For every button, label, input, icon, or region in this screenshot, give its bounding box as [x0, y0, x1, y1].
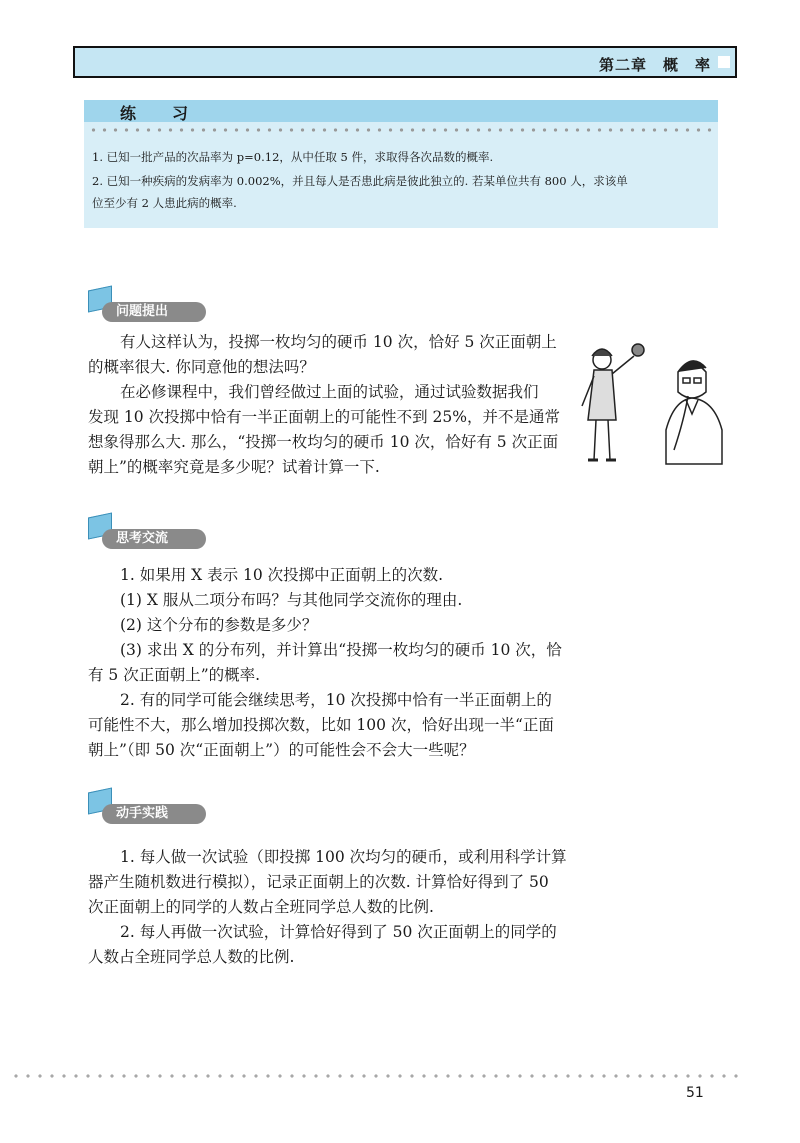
exercise-line: 2. 已知一种疾病的发病率为 0.002%，并且每人是否患此病是彼此独立的. 若某单位共有 800 人，求该单 — [92, 174, 628, 188]
paragraph-line: 发现 10 次投掷中恰有一半正面朝上的可能性不到 25%，并不是通常 — [88, 408, 560, 426]
paragraph-line: 次正面朝上的同学的人数占全班同学总人数的比例. — [88, 898, 434, 916]
exercise-title-bar — [84, 100, 718, 122]
exercise-line: 1. 已知一批产品的次品率为 p=0.12，从中任取 5 件，求取得各次品数的概率. — [92, 150, 494, 164]
paragraph-line: 有人这样认为，投掷一枚均匀的硬币 10 次，恰好 5 次正面朝上 — [120, 333, 557, 351]
paragraph-line: 1. 每人做一次试验（即投掷 100 次均匀的硬币，或利用科学计算 — [120, 848, 567, 866]
chapter-title: 第二章 概 率 — [598, 56, 711, 74]
paragraph-line: 有 5 次正面朝上”的概率. — [88, 666, 261, 684]
exercise-title: 练 习 — [120, 104, 199, 123]
exercise-box — [84, 100, 718, 228]
paragraph-line: 器产生随机数进行模拟），记录正面朝上的次数. 计算恰好得到了 50 — [88, 873, 549, 891]
paragraph-line: 想象得那么大. 那么，“投掷一枚均匀的硬币 10 次，恰好有 5 次正面 — [88, 433, 559, 451]
paragraph-line: 朝上”的概率究竟是多少呢？试着计算一下. — [88, 458, 380, 476]
paragraph-line: 2. 有的同学可能会继续思考，10 次投掷中恰有一半正面朝上的 — [120, 691, 552, 709]
section-tag-label: 思考交流 — [102, 529, 206, 549]
paragraph-line: 可能性不大，那么增加投掷次数，比如 100 次，恰好出现一半“正面 — [88, 716, 554, 734]
paragraph-line: 人数占全班同学总人数的比例. — [88, 948, 295, 966]
paragraph-line: (1) X 服从二项分布吗？与其他同学交流你的理由. — [120, 591, 463, 609]
dotted-divider — [88, 128, 714, 132]
paragraph-line: (3) 求出 X 的分布列，并计算出“投掷一枚均匀的硬币 10 次，恰 — [120, 641, 562, 659]
paragraph-line: 2. 每人再做一次试验，计算恰好得到了 50 次正面朝上的同学的 — [120, 923, 557, 941]
section-tag-label: 问题提出 — [102, 302, 206, 322]
paragraph-line: (2) 这个分布的参数是多少？ — [120, 616, 318, 634]
paragraph-line: 1. 如果用 X 表示 10 次投掷中正面朝上的次数. — [120, 566, 444, 584]
section-tag-label: 动手实践 — [102, 804, 206, 824]
exercise-line: 位至少有 2 人患此病的概率. — [92, 196, 237, 210]
paragraph-line: 朝上”（即 50 次“正面朝上”）的可能性会不会大一些呢？ — [88, 741, 475, 759]
page-number: 51 — [686, 1085, 704, 1101]
paragraph-line: 的概率很大. 你同意他的想法吗？ — [88, 358, 315, 376]
paragraph-line: 在必修课程中，我们曾经做过上面的试验，通过试验数据我们 — [120, 383, 539, 401]
chapter-header — [73, 46, 737, 78]
footer-dotted-divider — [10, 1074, 745, 1078]
scholar-illustration — [574, 330, 724, 480]
header-square-decoration — [718, 56, 730, 68]
